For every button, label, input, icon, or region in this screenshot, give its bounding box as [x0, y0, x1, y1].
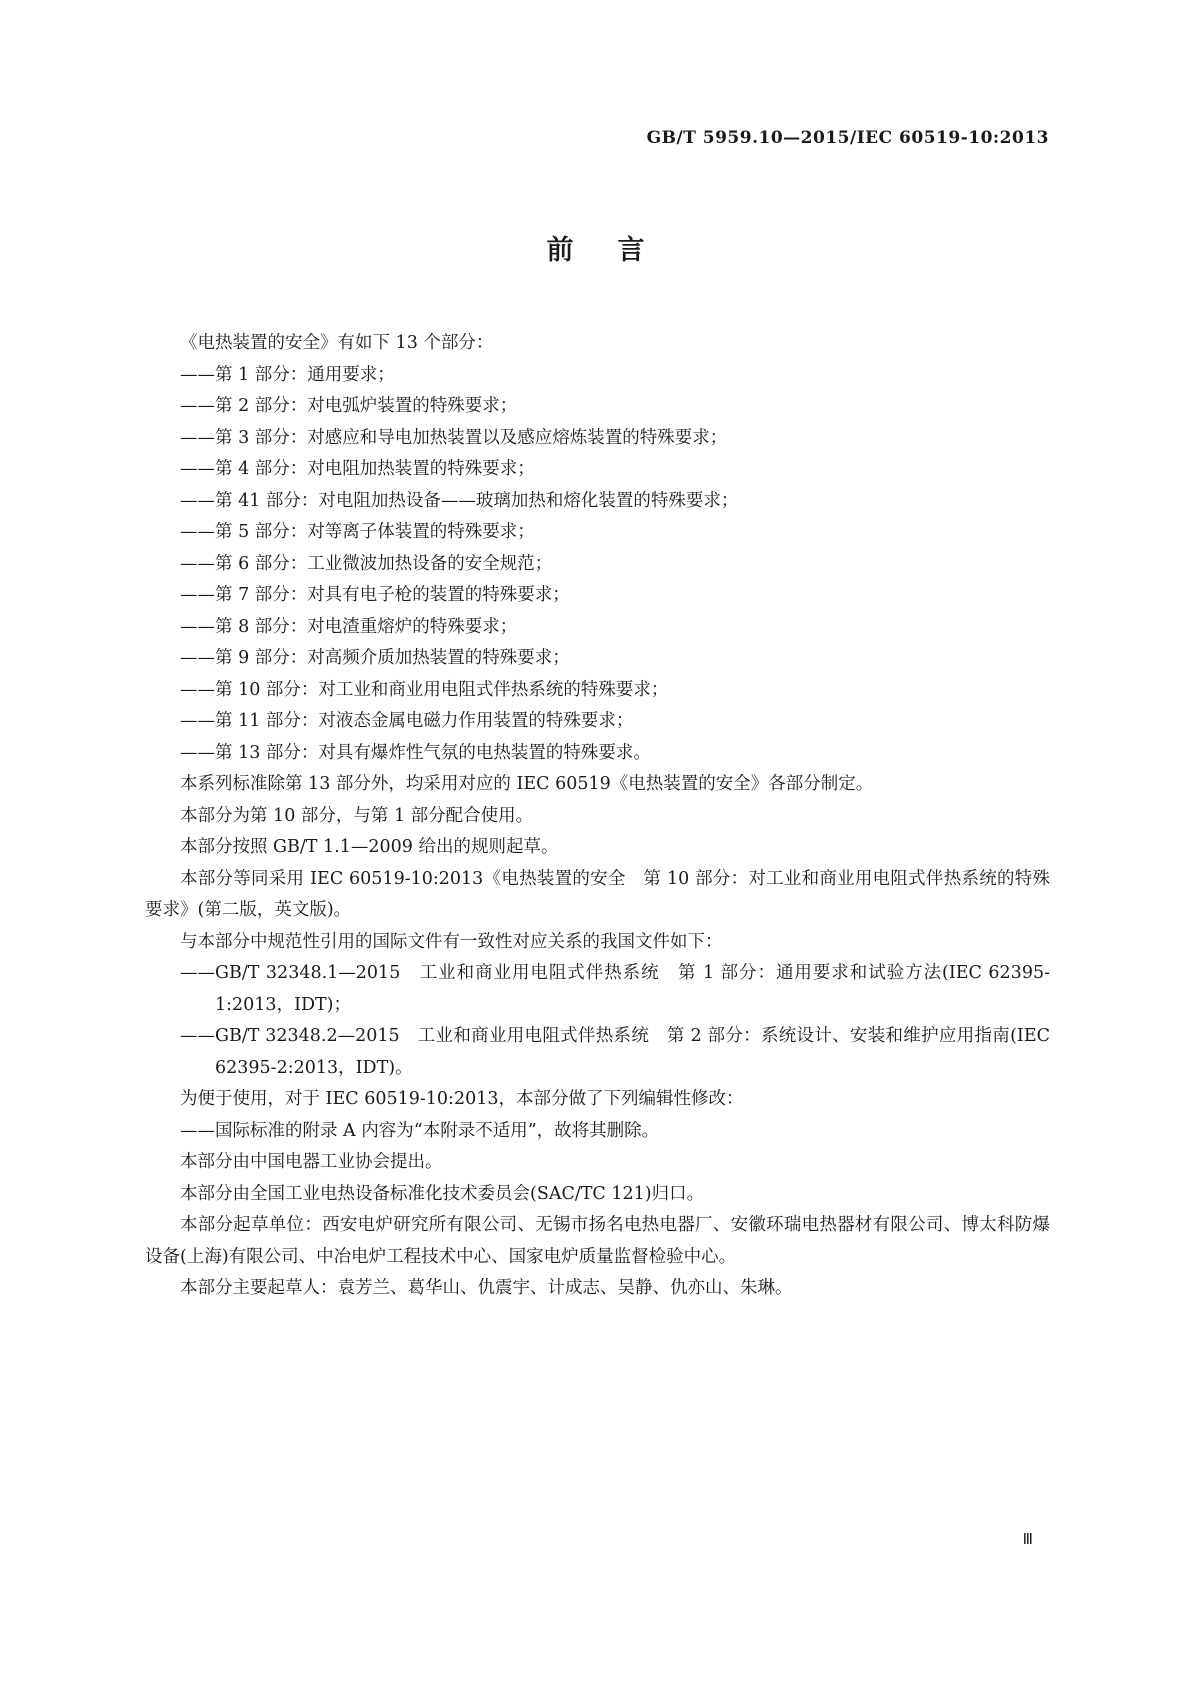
rules-paragraph: 本部分按照 GB/T 1.1—2009 给出的规则起草。 [180, 837, 559, 857]
part-list-item: ——第 6 部分：工业微波加热设备的安全规范； [180, 553, 553, 574]
adoption-paragraph: 本部分等同采用 IEC 60519-10:2013《电热装置的安全 第 10 部分：对工业和商业用电阻式伴热系统的特殊要求》(第二版，英文版)。 [145, 868, 1050, 920]
references-paragraph: 与本部分中规范性引用的国际文件有一致性对应关系的我国文件如下： [180, 931, 723, 952]
part-list-item: ——第 1 部分：通用要求； [180, 364, 395, 385]
part-list-item: ——第 10 部分：对工业和商业用电阻式伴热系统的特殊要求； [180, 679, 669, 700]
page-number: Ⅲ [1022, 1532, 1033, 1548]
part-list-item: ——第 11 部分：对液态金属电磁力作用装置的特殊要求； [180, 711, 634, 731]
part10-paragraph: 本部分为第 10 部分，与第 1 部分配合使用。 [180, 805, 534, 826]
part-list-item: ——第 3 部分：对感应和导电加热装置以及感应熔炼装置的特殊要求； [180, 427, 728, 448]
editorial-item: ——国际标准的附录 A 内容为“本附录不适用”，故将其删除。 [180, 1120, 660, 1141]
proposed-paragraph: 本部分由中国电器工业协会提出。 [180, 1152, 443, 1172]
intro-paragraph: 《电热装置的安全》有如下 13 个部分： [180, 333, 494, 353]
part-list-item: ——第 41 部分：对电阻加热设备——玻璃加热和熔化装置的特殊要求； [180, 490, 739, 511]
part-list-item: ——第 13 部分：对具有爆炸性气氛的电热装置的特殊要求。 [180, 742, 651, 763]
standard-number-header: GB/T 5959.10—2015/IEC 60519-10:2013 [646, 128, 1049, 148]
part-list-item: ——第 5 部分：对等离子体装置的特殊要求； [180, 522, 535, 542]
part-list-item: ——第 7 部分：对具有电子枪的装置的特殊要求； [180, 585, 570, 605]
reference-item: ——GB/T 32348.2—2015 工业和商业用电阻式伴热系统 第 2 部分：系统设计、安装和维护应用指南(IEC 62395-2:2013，IDT)。 [180, 1026, 1050, 1078]
foreword-body [145, 328, 1050, 1305]
editorial-paragraph: 为便于使用，对于 IEC 60519-10:2013，本部分做了下列编辑性修改： [180, 1089, 744, 1109]
part-list-item: ——第 8 部分：对电渣重熔炉的特殊要求； [180, 616, 518, 637]
reference-item: ——GB/T 32348.1—2015 工业和商业用电阻式伴热系统 第 1 部分：通用要求和试验方法(IEC 62395-1:2013，IDT)； [180, 963, 1050, 1015]
committee-paragraph: 本部分由全国工业电热设备标准化技术委员会(SAC/TC 121)归口。 [180, 1183, 705, 1204]
part-list-item: ——第 9 部分：对高频介质加热装置的特殊要求； [180, 648, 570, 668]
part-list-item: ——第 2 部分：对电弧炉装置的特殊要求； [180, 396, 518, 416]
drafting-units-paragraph: 本部分起草单位：西安电炉研究所有限公司、无锡市扬名电热电器厂、安徽环瑞电热器材有限公司、博太科防爆设备(上海)有限公司、中冶电炉工程技术中心、国家电炉质量监督检验中心。 [145, 1215, 1050, 1267]
series-paragraph: 本系列标准除第 13 部分外，均采用对应的 IEC 60519《电热装置的安全》各部分制定。 [180, 774, 874, 794]
part-list-item: ——第 4 部分：对电阻加热装置的特殊要求； [180, 459, 535, 479]
drafters-paragraph: 本部分主要起草人：袁芳兰、葛华山、仇震宇、计成志、吴静、仇亦山、朱琳。 [180, 1278, 793, 1298]
page-title: 前言 [546, 235, 689, 266]
